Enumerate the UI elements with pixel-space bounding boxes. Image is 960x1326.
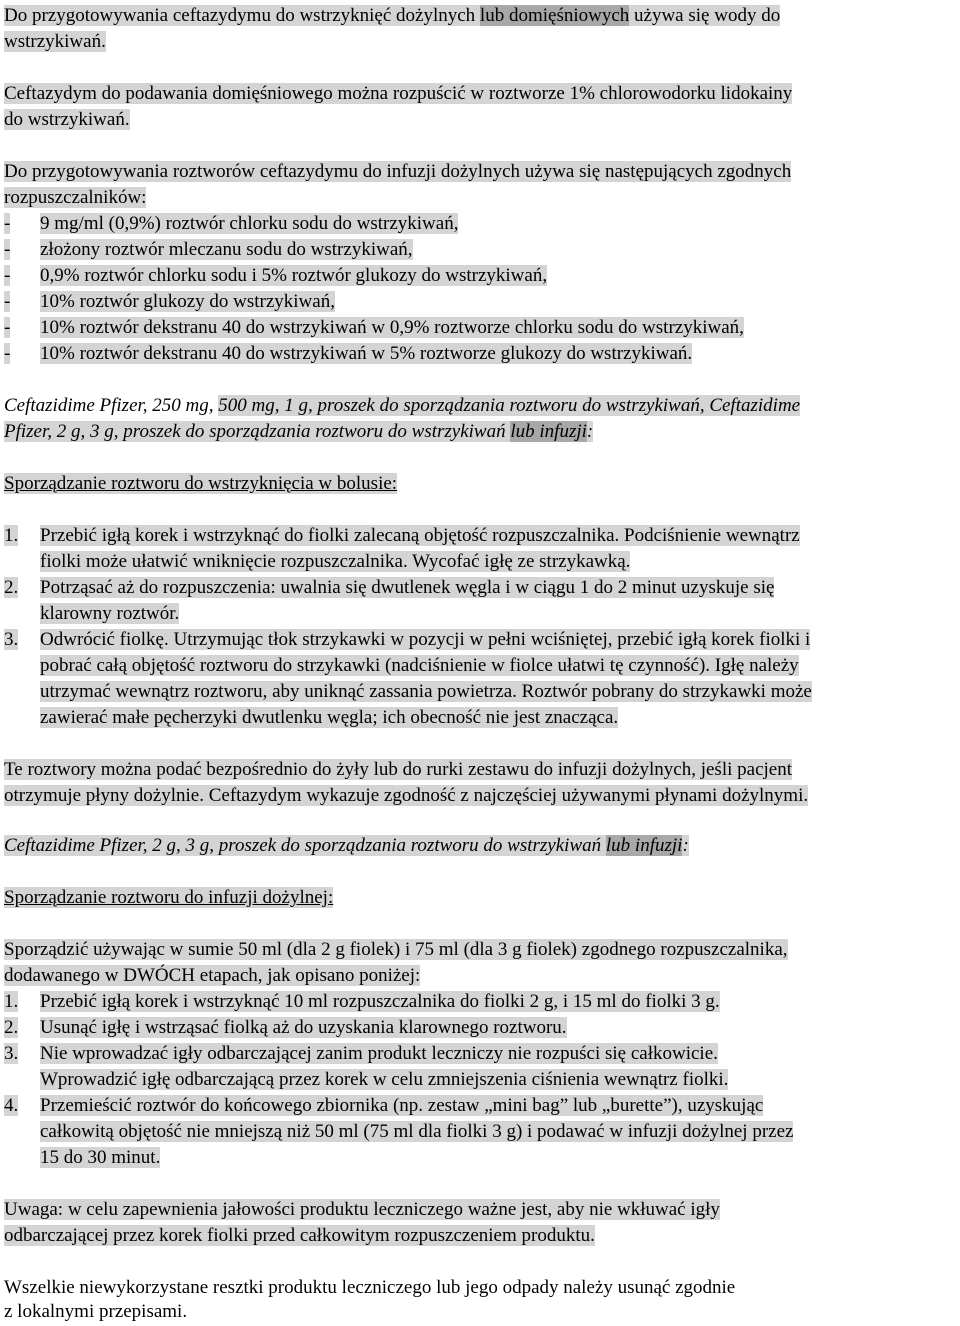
bolus-step3-line4: zawierać małe pęcherzyki dwutlenku węgla; ich obecność nie jest znacząca. bbox=[40, 707, 619, 728]
para3-line1: Do przygotowywania roztworów ceftazydymu do infuzji dożylnych używa się następujących zgodnych bbox=[4, 161, 792, 182]
para2-line2: do wstrzykiwań. bbox=[4, 109, 130, 130]
para1-line2: wstrzykiwań. bbox=[4, 31, 106, 52]
para3-line2: rozpuszczalników: bbox=[4, 187, 147, 208]
warning-line1: Uwaga: w celu zapewnienia jałowości produktu leczniczego ważne jest, aby nie wkłuwać igły bbox=[4, 1199, 720, 1220]
infusion-step4-line2: całkowitą objętość nie mniejszą niż 50 ml (75 ml dla fiolki 3 g) i podawać w infuzji dożylnej przez bbox=[40, 1121, 794, 1142]
solvent-item: - bbox=[4, 343, 11, 364]
section1-subheading: Sporządzanie roztworu do wstrzyknięcia w bolusie: bbox=[4, 473, 398, 494]
step-number: 4. bbox=[4, 1095, 19, 1116]
step-number: 2. bbox=[4, 1017, 19, 1038]
solvent-item-text: 10% roztwór glukozy do wstrzykiwań, bbox=[40, 291, 335, 312]
section1-heading-line2: Pfizer, 2 g, 3 g, proszek do sporządzania roztworu do wstrzykiwań lub infuzji: bbox=[4, 421, 594, 442]
infusion-step2: Usunąć igłę i wstrząsać fiolką aż do uzyskania klarownego roztworu. bbox=[40, 1017, 567, 1038]
bolus-step3-line3: utrzymać wewnątrz roztworu, aby uniknąć zassania powietrza. Roztwór pobrany do strzykawki może bbox=[40, 681, 812, 702]
infusion-step4-line3: 15 do 30 minut. bbox=[40, 1147, 161, 1168]
solvent-item: - bbox=[4, 265, 11, 286]
bolus-step1-line1: Przebić igłą korek i wstrzyknąć do fiolki zalecaną objętość rozpuszczalnika. Podciśnienie wewnątrz bbox=[40, 525, 800, 546]
infusion-step3-line2: Wprowadzić igłę odbarczającą przez korek w celu zmniejszenia ciśnienia wewnątrz fiolki. bbox=[40, 1069, 729, 1090]
disposal-line2: z lokalnymi przepisami. bbox=[4, 1301, 188, 1322]
section1-heading-line1: Ceftazidime Pfizer, 250 mg, 500 mg, 1 g, proszek do sporządzania roztworu do wstrzykiwań, Ceftazidime bbox=[4, 395, 801, 416]
solvent-item: - bbox=[4, 317, 11, 338]
infusion-intro-line1: Sporządzić używając w sumie 50 ml (dla 2 g fiolek) i 75 ml (dla 3 g fiolek) zgodnego rozpuszczalnika, bbox=[4, 939, 788, 960]
step-number: 1. bbox=[4, 525, 19, 546]
para1-line1: Do przygotowywania ceftazydymu do wstrzyknięć dożylnych lub domięśniowych używa się wody do bbox=[4, 5, 781, 26]
disposal-line1: Wszelkie niewykorzystane resztki produktu leczniczego lub jego odpady należy usunąć zgodnie bbox=[4, 1277, 736, 1298]
solvent-item-text: złożony roztwór mleczanu sodu do wstrzykiwań, bbox=[40, 239, 413, 260]
step-number: 3. bbox=[4, 1043, 19, 1064]
bolus-note-line2: otrzymuje płyny dożylnie. Ceftazydym wykazuje zgodność z najczęściej używanymi płynami dożylnymi. bbox=[4, 785, 809, 806]
solvent-item: - bbox=[4, 213, 11, 234]
bolus-note-line1: Te roztwory można podać bezpośrednio do żyły lub do rurki zestawu do infuzji dożylnych, jeśli pacjent bbox=[4, 759, 792, 780]
para2-line1: Ceftazydym do podawania domięśniowego można rozpuścić w roztworze 1% chlorowodorku lidokainy bbox=[4, 83, 793, 104]
infusion-intro-line2: dodawanego w DWÓCH etapach, jak opisano poniżej: bbox=[4, 965, 421, 986]
solvent-item-text: 10% roztwór dekstranu 40 do wstrzykiwań w 0,9% roztworze chlorku sodu do wstrzykiwań, bbox=[40, 317, 744, 338]
solvent-item-text: 10% roztwór dekstranu 40 do wstrzykiwań w 5% roztworze glukozy do wstrzykiwań. bbox=[40, 343, 693, 364]
warning-line2: odbarczającej przez korek fiolki przed całkowitym rozpuszczeniem produktu. bbox=[4, 1225, 595, 1246]
solvent-item: - bbox=[4, 291, 11, 312]
infusion-step3-line1: Nie wprowadzać igły odbarczającej zanim produkt leczniczy nie rozpuści się całkowicie. bbox=[40, 1043, 718, 1064]
step-number: 3. bbox=[4, 629, 19, 650]
step-number: 1. bbox=[4, 991, 19, 1012]
bolus-step2-line1: Potrząsać aż do rozpuszczenia: uwalnia się dwutlenek węgla i w ciągu 1 do 2 minut uzyskuje się bbox=[40, 577, 775, 598]
bolus-step2-line2: klarowny roztwór. bbox=[40, 603, 180, 624]
bolus-step1-line2: fiolki może ułatwić wniknięcie rozpuszczalnika. Wycofać igłę ze strzykawką. bbox=[40, 551, 631, 572]
bolus-step3-line2: pobrać całą objętość roztworu do strzykawki (nadciśnienie w fiolce ułatwi tę czynność). Igłę należy bbox=[40, 655, 799, 676]
step-number: 2. bbox=[4, 577, 19, 598]
infusion-step4-line1: Przemieścić roztwór do końcowego zbiornika (np. zestaw „mini bag” lub „burette”), uzyskując bbox=[40, 1095, 764, 1116]
section2-subheading: Sporządzanie roztworu do infuzji dożylnej: bbox=[4, 887, 334, 908]
solvent-item-text: 0,9% roztwór chlorku sodu i 5% roztwór glukozy do wstrzykiwań, bbox=[40, 265, 548, 286]
section2-heading: Ceftazidime Pfizer, 2 g, 3 g, proszek do sporządzania roztworu do wstrzykiwań lub infuzji: bbox=[4, 835, 689, 856]
bolus-step3-line1: Odwrócić fiolkę. Utrzymując tłok strzykawki w pozycji w pełni wciśniętej, przebić igłą korek fiolki i bbox=[40, 629, 811, 650]
solvent-item: - bbox=[4, 239, 11, 260]
infusion-step1: Przebić igłą korek i wstrzyknąć 10 ml rozpuszczalnika do fiolki 2 g, i 15 ml do fiolki 3 g. bbox=[40, 991, 720, 1012]
solvent-item-text: 9 mg/ml (0,9%) roztwór chlorku sodu do wstrzykiwań, bbox=[40, 213, 459, 234]
